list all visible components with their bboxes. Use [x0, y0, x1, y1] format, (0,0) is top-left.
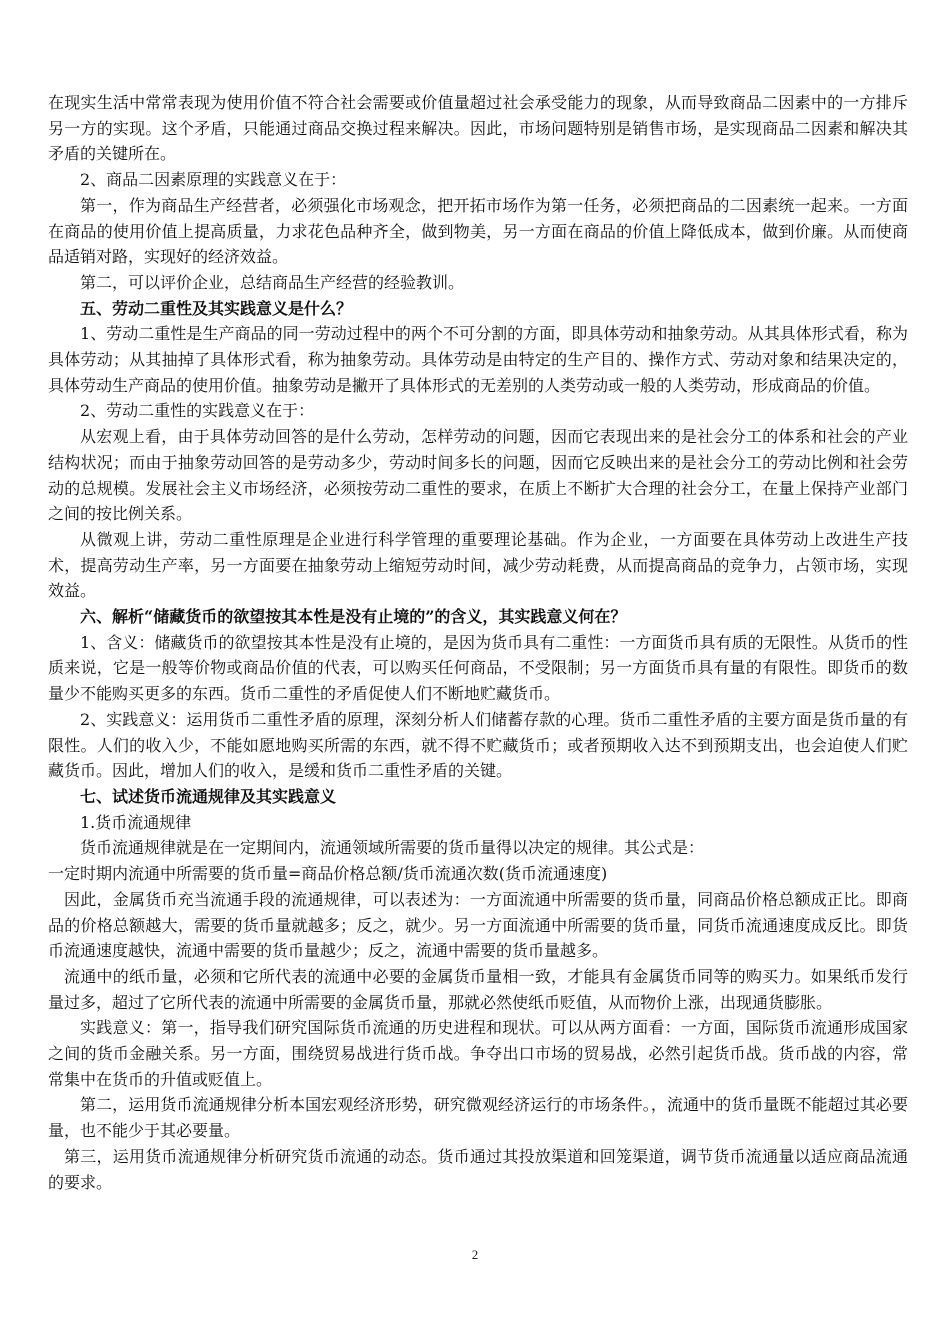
paragraph: 流通中的纸币量，必须和它所代表的流通中必要的金属货币量相一致，才能具有金属货币同等的购买力。如果纸币发行量过多，超过了它所代表的流通中所需要的金属货币量，那就必然使纸币贬值，从而物价上涨，出现通货膨胀。: [48, 966, 908, 1012]
paragraph: 货币流通规律就是在一定期间内，流通领域所需要的货币量得以决定的规律。其公式是：: [80, 838, 705, 858]
section-heading: 五、劳动二重性及其实践意义是什么？: [80, 298, 353, 318]
paragraph: 1、含义：储藏货币的欲望按其本性是没有止境的，是因为货币具有二重性：一方面货币具有质的无限性。从货币的性质来说，它是一般等价物或商品价值的代表，可以购买任何商品，不受限制；另一方面货币具有量的有限性。即货币的数量少不能购买更多的东西。货币二重性的矛盾促使人们不断地贮藏货币。: [48, 632, 908, 704]
paragraph: 2、商品二因素原理的实践意义在于：: [80, 170, 347, 190]
subheading: 1.货币流通规律: [80, 812, 192, 832]
paragraph: 2、劳动二重性的实践意义在于：: [80, 401, 315, 421]
paragraph: 在现实生活中常常表现为使用价值不符合社会需要或价值量超过社会承受能力的现象，从而导致商品二因素中的一方排斥另一方的实现。这个矛盾，只能通过商品交换过程来解决。因此，市场问题特别是销售市场，是实现商品二因素和解决其矛盾的关键所在。: [48, 93, 908, 164]
page-number: 2: [471, 1247, 479, 1262]
paragraph: 第二，可以评价企业，总结商品生产经营的经验教训。: [80, 272, 465, 292]
document-body: [48, 90, 908, 1195]
paragraph: 第一，作为商品生产经营者，必须强化市场观念，把开拓市场作为第一任务，必须把商品的二因素统一起来。一方面在商品的使用价值上提高质量，力求花色品种齐全，做到物美，另一方面在商品的价值上降低成本，做到价廉。从而使商品适销对路，实现好的经济效益。: [48, 195, 908, 267]
paragraph: 实践意义：第一，指导我们研究国际货币流通的历史进程和现状。可以从两方面看：一方面，国际货币流通形成国家之间的货币金融关系。另一方面，围绕贸易战进行货币战。争夺出口市场的贸易战，必然引起货币战。货币战的内容，常常集中在货币的升值或贬值上。: [48, 1018, 908, 1089]
paragraph: 从宏观上看，由于具体劳动回答的是什么劳动，怎样劳动的问题，因而它表现出来的是社会分工的体系和社会的产业结构状况；而由于抽象劳动回答的是劳动多少，劳动时间多长的问题，因而它反映出来的是社会分工的劳动比例和社会劳动的总规模。发展社会主义市场经济，必须按劳动二重性的要求，在质上不断扩大合理的社会分工，在量上保持产业部门之间的按比例关系。: [48, 427, 908, 524]
paragraph: 第三，运用货币流通规律分析研究货币流通的动态。货币通过其投放渠道和回笼渠道，调节货币流通量以适应商品流通的要求。: [48, 1146, 908, 1192]
section-heading: 六、解析“储藏货币的欲望按其本性是没有止境的”的含义，其实践意义何在？: [80, 607, 627, 627]
paragraph: 第二，运用货币流通规律分析本国宏观经济形势，研究微观经济运行的市场条件。，流通中的货币量既不能超过其必要量，也不能少于其必要量。: [48, 1095, 908, 1141]
section-heading: 七、试述货币流通规律及其实践意义: [80, 786, 337, 806]
paragraph: 1、劳动二重性是生产商品的同一劳动过程中的两个不可分割的方面，即具体劳动和抽象劳动。从其具体形式看，称为具体劳动；从其抽掉了具体形式看，称为抽象劳动。具体劳动是由特定的生产目的、操作方式、劳动对象和结果决定的，具体劳动生产商品的使用价值。抽象劳动是撇开了具体形式的无差别的人类劳动或一般的人类劳动，形成商品的价值。: [48, 324, 908, 395]
paragraph: 2、实践意义：运用货币二重性矛盾的原理，深刻分析人们储蓄存款的心理。货币二重性矛盾的主要方面是货币量的有限性。人们的收入少，不能如愿地购买所需的东西，就不得不贮藏货币；或者预期收入达不到预期支出，也会迫使人们贮藏货币。因此，增加人们的收入，是缓和货币二重性矛盾的关键。: [48, 709, 908, 781]
paragraph: 从微观上讲，劳动二重性原理是企业进行科学管理的重要理论基础。作为企业，一方面要在具体劳动上改进生产技术，提高劳动生产率，另一方面要在抽象劳动上缩短劳动时间，减少劳动耗费，从而提高商品的竞争力，占领市场，实现效益。: [48, 529, 908, 601]
paragraph: 因此，金属货币充当流通手段的流通规律，可以表述为：一方面流通中所需要的货币量，同商品价格总额成正比。即商品的价格总额越大，需要的货币量就越多；反之，就少。另一方面流通中所需要的货币量，同货币流通速度成反比。即货币流通速度越快，流通中需要的货币量越少；反之，流通中需要的货币量越多。: [48, 889, 908, 961]
formula: 一定时期内流通中所需要的货币量=商品价格总额/货币流通次数(货币流通速度): [48, 864, 608, 884]
